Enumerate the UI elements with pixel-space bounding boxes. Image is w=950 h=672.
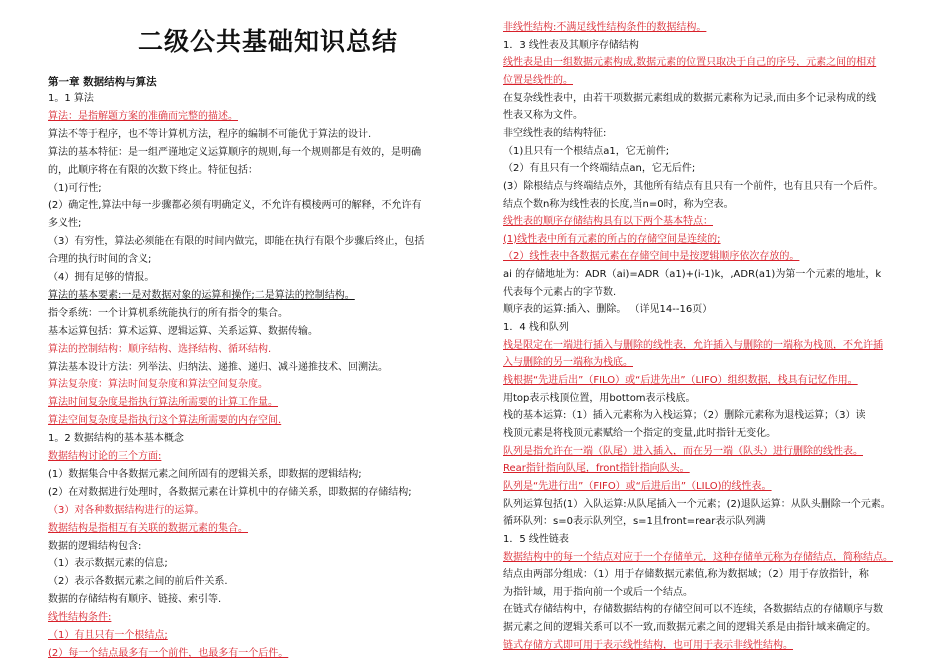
text-line: (1）数据集合中各数据元素之间所固有的逻辑关系，即数据的逻辑结构; <box>48 468 362 480</box>
text-line: 数据结构中的每一个结点对应于一个存储单元，这种存储单元称为存储结点，简称结点。 <box>503 551 893 563</box>
text-line: 栈的基本运算:（1）插入元素称为入栈运算；（2）删除元素称为退栈运算；（3）读 <box>503 410 866 422</box>
text-line: 算法不等于程序，也不等计算机方法，程序的编制不可能优于算法的设计. <box>48 128 372 140</box>
text-line: （3）对各种数据结构进行的运算。 <box>48 504 205 516</box>
text-line: 算法：是指解题方案的准确而完整的描述。 <box>48 110 238 122</box>
text-line: 1。2 数据结构的基本基本概念 <box>48 433 184 445</box>
text-line: 1。1 算法 <box>48 93 94 104</box>
text-line: 结点个数n称为线性表的长度,当n=0时，称为空表。 <box>503 198 734 210</box>
text-line: (2）在对数据进行处理时，各数据元素在计算机中的存储关系，即数据的存储结构; <box>48 486 412 498</box>
page-title: 二级公共基础知识总结 <box>138 27 399 56</box>
text-line: 算法空间复杂度是指执行这个算法所需要的内存空间. <box>48 415 282 427</box>
text-line: 算法复杂度：算法时间复杂度和算法空间复杂度。 <box>48 379 268 391</box>
chapter-heading: 第一章 数据结构与算法 <box>48 76 157 88</box>
text-line: 线性表的顺序存储结构具有以下两个基本特点： <box>503 216 713 228</box>
text-line: （1)且只有一个根结点a1，它无前件; <box>503 145 670 157</box>
text-line: 性表又称为文件。 <box>503 110 583 122</box>
text-line: 基本运算包括：算术运算、逻辑运算、关系运算、数据传输。 <box>48 325 318 337</box>
text-line: 数据结构讨论的三个方面: <box>48 451 162 462</box>
text-line: 队列是指允许在一端（队尾）进入插入，而在另一端（队头）进行删除的线性表。 <box>503 445 863 457</box>
text-line: （1）有且只有一个根结点; <box>48 630 168 641</box>
text-line: 栈根据“先进后出”（FILO）或“后进先出”（LIFO）组织数据，栈具有记忆作用。 <box>503 375 858 386</box>
text-line: （2）线性表中各数据元素在存储空间中是按逻辑顺序依次存放的。 <box>503 251 800 263</box>
text-line: 数据的存储结构有顺序、链接、索引等. <box>48 594 222 606</box>
text-line: 的，此顺序将在有限的次数下终止。特征包括： <box>48 164 258 176</box>
text-line: 栈是限定在一端进行插入与删除的线性表，允许插入与删除的一端称为栈顶，不允许插 <box>503 339 883 351</box>
text-line: 队列运算包括(1）入队运算:从队尾插入一个元素；(2)退队运算：从队头删除一个元素。 <box>503 498 891 510</box>
text-line: 为指针域，用于指向前一个或后一个结点。 <box>503 586 693 598</box>
text-line: 在链式存储结构中，存储数据结构的存储空间可以不连续，各数据结点的存储顺序与数 <box>503 604 883 616</box>
text-line: (2）每一个结点最多有一个前件，也最多有一个后件。 <box>48 647 289 659</box>
text-line: 算法的控制结构：顺序结构、选择结构、循环结构. <box>48 343 272 355</box>
text-line: 线性结构条件: <box>48 612 112 624</box>
text-line: 算法时间复杂度是指执行算法所需要的计算工作量。 <box>48 397 278 409</box>
text-line: 算法的基本特征：是一组严谨地定义运算顺序的规则,每一个规则都是有效的，是明确 <box>48 146 422 158</box>
text-line: （3）有穷性，算法必须能在有限的时间内做完，即能在执行有限个步骤后终止，包括 <box>48 236 425 248</box>
text-line: 栈顶元素是将栈顶元素赋给一个指定的变量,此时指针无变化。 <box>503 427 777 439</box>
text-line: 代表每个元素占的字节数. <box>503 286 617 298</box>
text-line: 非空线性表的结构特征: <box>503 127 607 139</box>
text-line: 队列是“先进行出”（FIFO）或“后进后出”（LILO)的线性表。 <box>503 480 772 492</box>
text-line: 多义性; <box>48 218 82 230</box>
text-line: 1．3 线性表及其顺序存储结构 <box>503 39 639 51</box>
text-line: 1．4 栈和队列 <box>503 322 569 334</box>
text-line: 数据结构是指相互有关联的数据元素的集合。 <box>48 522 248 534</box>
text-line: 线性表是由一组数据元素构成,数据元素的位置只取决于自己的序号，元素之间的相对 <box>503 57 877 69</box>
text-line: 在复杂线性表中，由若干项数据元素组成的数据元素称为记录,而由多个记录构成的线 <box>503 92 877 104</box>
text-line: 链式存储方式即可用于表示线性结构，也可用于表示非线性结构。 <box>503 639 793 651</box>
text-line: 算法基本设计方法：列举法、归纳法、递推、递归、减斗递推技术、回溯法。 <box>48 361 388 373</box>
text-line: （1）表示数据元素的信息; <box>48 558 168 570</box>
text-line: 1．5 线性链表 <box>503 533 569 545</box>
text-line: 顺序表的运算:插入、删除。 （详见14--16页） <box>503 304 713 316</box>
text-line: (1)线性表中所有元素的所占的存储空间是连续的; <box>503 233 721 245</box>
text-line: Rear指针指向队尾，front指针指向队头。 <box>503 463 690 475</box>
text-line: 数据的逻辑结构包含: <box>48 540 142 552</box>
text-line: （4）拥有足够的情报。 <box>48 272 155 283</box>
text-line: （2）表示各数据元素之间的前后件关系. <box>48 576 228 588</box>
text-line: 合理的执行时间的含义; <box>48 254 152 266</box>
text-line: 非线性结构:不满足线性结构条件的数据结构。 <box>503 22 707 33</box>
text-line: (2）确定性,算法中每一步骤都必须有明确定义，不允许有模棱两可的解释，不允许有 <box>48 200 422 212</box>
text-line: 结点由两部分组成：（1）用于存储数据元素值,称为数据域；（2）用于存放指针，称 <box>503 569 869 581</box>
text-line: 入与删除的另一端称为栈底。 <box>503 357 633 369</box>
text-line: 用top表示栈顶位置，用bottom表示栈底。 <box>503 392 696 404</box>
text-line: 循环队列：s=0表示队列空，s=1且front=rear表示队列满 <box>503 516 766 528</box>
text-line: (3）除根结点与终端结点外，其他所有结点有且只有一个前件，也有且只有一个后件。 <box>503 180 884 192</box>
text-line: 据元素之间的逻辑关系可以不一致,而数据元素之间的逻辑关系是由指针域来确定的。 <box>503 622 877 634</box>
text-line: 指令系统：一个计算机系统能执行的所有指令的集合。 <box>48 307 288 319</box>
text-line: 算法的基本要素:一是对数据对象的运算和操作;二是算法的控制结构。 <box>48 289 355 301</box>
text-line: ai 的存储地址为：ADR（ai)=ADR（a1)+(i-1)k，,ADR(a1)为第一个元素的地址，k <box>503 269 882 281</box>
text-line: 位置是线性的。 <box>503 74 573 86</box>
text-line: （2）有且只有一个终端结点an，它无后件; <box>503 163 696 175</box>
text-line: （1)可行性; <box>48 182 102 194</box>
